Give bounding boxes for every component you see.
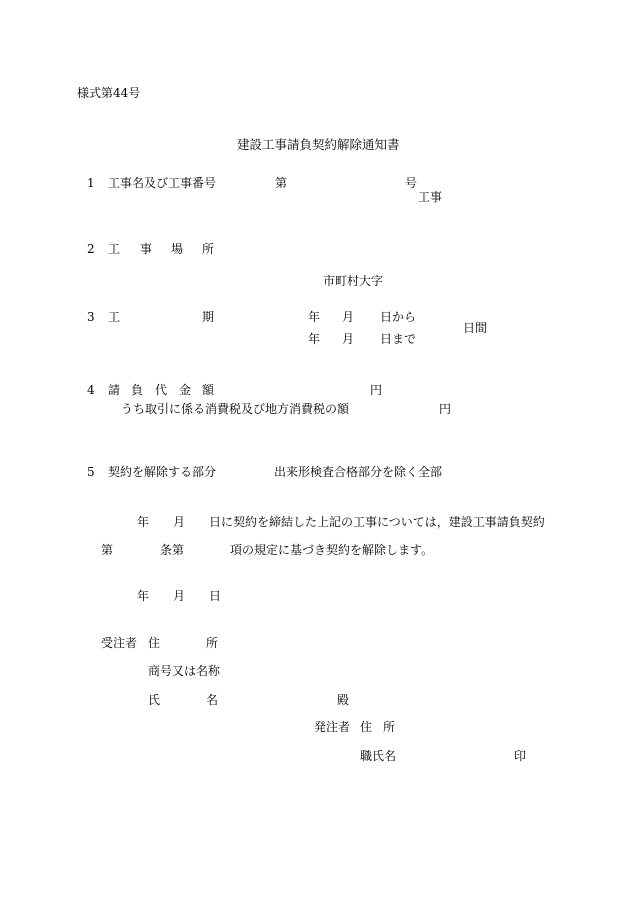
end-day-to: 日まで [380,332,417,346]
body-month: 月 [173,515,186,529]
item-label-char: 額 [202,383,215,397]
place-label: 市町村大字 [323,274,384,288]
date-month: 月 [173,589,186,603]
orderer-address-label-b: 所 [383,720,396,734]
yen-label: 円 [370,383,383,397]
item-value: 出来形検査合格部分を除く全部 [274,465,443,479]
item-label-char: 工 [108,310,121,324]
item-label-char: 請 [108,383,121,397]
date-year: 年 [137,589,150,603]
honorific: 殿 [337,693,350,707]
end-month: 月 [342,332,355,346]
days-label: 日間 [463,321,488,335]
tax-label: うち取引に係る消費税及び地方消費税の額 [121,402,350,416]
end-year: 年 [308,332,321,346]
item-number: 2 [87,242,95,256]
item-label-char: 期 [202,310,215,324]
document-title: 建設工事請負契約解除通知書 [237,137,400,152]
date-day: 日 [209,589,222,603]
body-year: 年 [137,515,150,529]
orderer-label: 発注者 [314,720,351,734]
kouji-label: 工事 [418,190,443,204]
contractor-address-label-b: 所 [206,636,219,650]
item-label: 契約を解除する部分 [108,465,217,479]
item-label-char: 代 [155,383,168,397]
item-number: 5 [87,465,95,479]
item-label-char: 金 [179,383,192,397]
seal-label: 印 [514,749,527,763]
orderer-position-label: 職氏名 [360,749,397,763]
item-label-char: 所 [202,242,215,256]
contractor-address-label-a: 住 [148,636,161,650]
item-label-char: 事 [140,242,153,256]
go-label: 号 [405,176,418,190]
start-month: 月 [342,310,355,324]
contractor-name-label-b: 名 [206,693,219,707]
item-label: 工事名及び工事番号 [108,176,217,190]
item-label-char: 負 [131,383,144,397]
body-line-1: 日に契約を締結した上記の工事については，建設工事請負契約 [209,515,545,529]
contractor-company-label: 商号又は名称 [148,664,221,678]
item-number: 4 [87,383,95,397]
body-article-jou: 条第 [160,543,185,557]
body-article-dai: 第 [101,543,114,557]
tax-yen-label: 円 [439,402,452,416]
item-number: 3 [87,310,95,324]
item-number: 1 [87,176,95,190]
start-year: 年 [308,310,321,324]
body-line-2: 項の規定に基づき契約を解除します。 [230,543,434,557]
orderer-address-label-a: 住 [360,720,373,734]
contractor-name-label-a: 氏 [148,693,161,707]
dai-label: 第 [275,176,288,190]
start-day-from: 日から [380,310,417,324]
contractor-label: 受注者 [101,636,138,650]
item-label-char: 工 [108,242,121,256]
form-number: 様式第44号 [77,86,141,100]
item-label-char: 場 [171,242,184,256]
